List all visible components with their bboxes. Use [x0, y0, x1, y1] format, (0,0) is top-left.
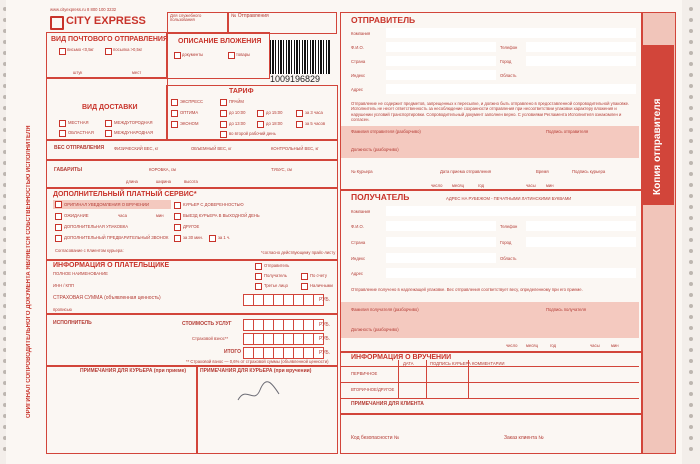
in30-label: за 30 мин.	[183, 235, 203, 240]
receiver-year-label: год	[550, 343, 557, 348]
receiver-country-label: Страна	[351, 240, 366, 245]
3h-label: за 3 часа	[305, 110, 323, 115]
international-checkbox[interactable]	[105, 130, 112, 137]
dims-box	[46, 159, 338, 189]
5h-checkbox[interactable]	[296, 121, 303, 128]
payer-title: ИНФОРМАЦИЯ О ПЛАТЕЛЬЩИКЕ	[53, 262, 170, 269]
proxy-label: КУРЬЕР С ДОВЕРЕННОСТЬЮ	[183, 202, 244, 207]
perforation-hole	[689, 128, 693, 132]
perforation-hole	[689, 359, 693, 363]
tariff-title: ТАРИФ	[229, 88, 254, 95]
sender-hour-label: часы	[526, 183, 536, 188]
sender-country-label: Страна	[351, 59, 366, 64]
perforation-hole	[689, 260, 693, 264]
goods-label: товары	[236, 52, 251, 57]
sender-minute-label: мин	[546, 183, 554, 188]
insurance-fee-cells[interactable]	[243, 333, 323, 345]
packing-checkbox[interactable]	[55, 224, 62, 231]
cost-cells[interactable]	[243, 319, 323, 331]
client-agree-label: Согласование с Клиентом курьера:	[55, 248, 124, 253]
box-dims-label: КОРОБКА, см	[149, 167, 176, 172]
perforation-hole	[689, 205, 693, 209]
height-label: высота	[184, 179, 198, 184]
perforation-hole	[689, 183, 693, 187]
perforation-hole	[689, 29, 693, 33]
control-weight-label: КОНТРОЛЬНЫЙ ВЕС, кг	[271, 146, 319, 151]
insurance-footnote: ** Страховой взнос — 0,6% от страховой суммы (объявленной ценности)	[186, 359, 329, 364]
to1300-label: до 13:00	[229, 121, 246, 126]
perforation-hole	[689, 194, 693, 198]
5h-label: за 5 часов	[305, 121, 326, 126]
receiver-month-label: месяц	[526, 343, 538, 348]
receiver-address-field[interactable]	[386, 268, 636, 278]
dims-label: ГАБАРИТЫ	[54, 167, 83, 173]
prime-checkbox[interactable]	[220, 99, 227, 106]
pre-call-label: ДОПОЛНИТЕЛЬНЫЙ ПРЕДВАРИТЕЛЬНЫЙ ЗВОНОК	[64, 235, 169, 240]
shipment-number-label: № Отправления	[231, 13, 269, 19]
receiver-index-field[interactable]	[386, 253, 496, 263]
perforation-hole	[689, 51, 693, 55]
total-currency: РУБ.	[319, 350, 331, 356]
intercity-label: МЕЖДУГОРОДНАЯ	[114, 120, 153, 125]
perforation-hole	[689, 117, 693, 121]
letter-checkbox[interactable]	[59, 48, 66, 55]
perforation-hole	[689, 216, 693, 220]
perforation-hole	[689, 425, 693, 429]
other-checkbox[interactable]	[174, 224, 181, 231]
content-title: ОПИСАНИЕ ВЛОЖЕНИЯ	[178, 38, 262, 45]
insured-sum-currency: РУБ.	[319, 297, 331, 303]
to1000-checkbox[interactable]	[220, 110, 227, 117]
sender-position-label: Должность (разборчиво)	[351, 147, 399, 152]
receiver-day-label: число	[506, 343, 518, 348]
perforation-hole	[689, 348, 693, 352]
receiver-legal-text: Отправление получено в надлежащей упаковке. Вес отправления соответствует весу, определенному при его приеме.	[351, 287, 583, 292]
cash-checkbox[interactable]	[301, 283, 308, 290]
in1-checkbox[interactable]	[209, 235, 216, 242]
receiver-surname-label: Фамилия получателя (разборчиво)	[351, 307, 419, 312]
to1300-checkbox[interactable]	[220, 121, 227, 128]
volume-weight-label: ОБЪЕМНЫЙ ВЕС, кг	[191, 146, 232, 151]
sender-address-label: Адрес	[351, 87, 363, 92]
receiver-title: ПОЛУЧАТЕЛЬ	[351, 192, 410, 202]
copy-strip-title: Копия отправителя	[652, 98, 663, 195]
payer-full-name-label: ПОЛНОЕ НАИМЕНОВАНИЕ	[53, 271, 108, 276]
sender-region-label: Область	[500, 73, 517, 78]
weight-label: ВЕС ОТПРАВЛЕНИЯ	[54, 145, 105, 151]
cost-currency: РУБ.	[319, 322, 331, 328]
economy-checkbox[interactable]	[171, 121, 178, 128]
original-notice-label: ОРИГИНАЛ УВЕДОМЛЕНИЯ О ВРУЧЕНИИ	[64, 202, 149, 207]
perforation-hole	[689, 84, 693, 88]
sender-surname-label: Фамилия отправителя (разборчиво)	[351, 129, 421, 134]
places-label: мест	[132, 70, 142, 75]
other-label: ДРУГОЕ	[183, 224, 200, 229]
sender-year-label: год	[478, 183, 485, 188]
perforation-hole	[689, 18, 693, 22]
insurance-fee-currency: РУБ.	[319, 336, 331, 342]
brand-name: CITY EXPRESS	[66, 15, 146, 27]
client-notes-label: ПРИМЕЧАНИЯ ДЛЯ КЛИЕНТА	[351, 401, 424, 407]
payer-third-label: Третье лицо	[264, 283, 288, 288]
3h-checkbox[interactable]	[296, 110, 303, 117]
receiver-country-field[interactable]	[386, 237, 496, 247]
express-label: ЭКСПРЕСС	[180, 99, 204, 104]
perforation-hole	[689, 95, 693, 99]
delivery-info-row-second: ВТОРИЧНОЕ/ДРУГОЕ	[351, 387, 395, 392]
receiver-fio-label: Ф.И.О.	[351, 224, 364, 229]
sender-company-label: Компания	[351, 31, 371, 36]
economy-label: ЭКОНОМ	[180, 121, 199, 126]
goods-checkbox[interactable]	[228, 52, 235, 59]
by-account-label: По счету	[310, 273, 327, 278]
intercity-checkbox[interactable]	[105, 120, 112, 127]
receiver-hint: АДРЕС НА РУБЕЖОМ - ПЕЧАТНЫМИ ЛАТИНСКИМИ БУКВАМИ	[446, 196, 572, 201]
cost-label: СТОИМОСТЬ УСЛУГ	[182, 321, 232, 327]
mailing-type-title: ВИД ПОЧТОВОГО ОТПРАВЛЕНИЯ	[51, 36, 168, 43]
receiver-position-label: Должность (разборчиво)	[351, 327, 399, 332]
pickup-date-label: Дата приема отправления	[440, 169, 491, 174]
optima-label: ОПТИМА	[180, 110, 199, 115]
pre-call-checkbox[interactable]	[55, 235, 62, 242]
perforation-hole	[689, 392, 693, 396]
delivery-info-row-line	[341, 382, 639, 383]
sender-day-label: число	[431, 183, 443, 188]
insured-sum-label: СТРАХОВАЯ СУММА (объявленная ценность)	[53, 295, 161, 301]
perforation-hole	[689, 172, 693, 176]
sender-city-field[interactable]	[526, 56, 636, 66]
sender-city-label: Город	[500, 59, 512, 64]
insured-sum-words-label: прописью	[53, 307, 72, 312]
sender-phone-label: Телефон	[500, 45, 518, 50]
receiver-signature-label: Подпись получателя	[546, 307, 586, 312]
receiver-city-field[interactable]	[526, 237, 636, 247]
proxy-checkbox[interactable]	[174, 202, 181, 209]
documents-label: документы	[182, 52, 204, 57]
perforation-hole	[689, 227, 693, 231]
waiting-checkbox[interactable]	[55, 213, 62, 220]
sender-company-field[interactable]	[386, 28, 636, 38]
perforation-hole	[689, 106, 693, 110]
sender-fio-field[interactable]	[386, 42, 496, 52]
left-vertical-caption: ОРИГИНАЛ СОПРОВОДИТЕЛЬНОГО ДОКУМЕНТА ЯВЛЯЕТСЯ СОБСТВЕННОСТЬЮ ИСПОЛНИТЕЛЯ	[26, 125, 32, 418]
optima-checkbox[interactable]	[171, 110, 178, 117]
pickup-time-label: Время	[536, 169, 549, 174]
perforation-hole	[689, 249, 693, 253]
receiver-company-field[interactable]	[386, 206, 636, 216]
sender-title: ОТПРАВИТЕЛЬ	[351, 15, 416, 25]
total-cells[interactable]	[243, 347, 323, 359]
tube-dims-label: ТУБУС, см	[271, 167, 292, 172]
service-office-label: Для служебного пользования	[170, 13, 202, 23]
perforation-hole	[689, 315, 693, 319]
to1000-label: до 10:00	[229, 110, 246, 115]
receiver-address-label: Адрес	[351, 271, 363, 276]
receiver-index-label: Индекс	[351, 256, 366, 261]
payer-receiver-checkbox[interactable]	[255, 273, 262, 280]
parcel-label: посылка >0,5кг	[113, 47, 143, 52]
original-notice-checkbox[interactable]	[55, 201, 62, 208]
by-account-checkbox[interactable]	[301, 273, 308, 280]
footer-box	[340, 413, 642, 454]
insurance-fee-label: Страховой взнос**	[192, 336, 229, 341]
insured-sum-cells[interactable]	[243, 294, 323, 306]
delivery-info-vline-1	[398, 360, 399, 398]
perforation-hole	[689, 326, 693, 330]
perforation-hole	[689, 381, 693, 385]
courier-signature-scribble	[236, 380, 281, 405]
notes-delivery-box	[196, 365, 338, 454]
perforation-hole	[689, 337, 693, 341]
waiting-hours: часа	[118, 213, 127, 218]
local-checkbox[interactable]	[59, 120, 66, 127]
receiver-phone-field[interactable]	[526, 221, 636, 231]
delivery-info-title: ИНФОРМАЦИЯ О ВРУЧЕНИИ	[351, 354, 452, 361]
documents-checkbox[interactable]	[174, 52, 181, 59]
perforation-hole	[689, 73, 693, 77]
brand-logo	[50, 16, 64, 30]
total-label: ИТОГО	[224, 349, 242, 355]
length-label: длина	[126, 179, 138, 184]
barcode	[270, 40, 330, 74]
physical-weight-label: ФИЗИЧЕСКИЙ ВЕС, кг	[114, 146, 159, 151]
order-no-label: Заказ клиента №	[504, 435, 544, 441]
executor-label: ИСПОЛНИТЕЛЬ	[53, 320, 92, 326]
perforation-hole	[689, 304, 693, 308]
perforation-hole	[689, 403, 693, 407]
receiver-hour-label: часы	[590, 343, 600, 348]
to1500-label: до 15:00	[266, 110, 283, 115]
perforation-hole	[689, 447, 693, 451]
delivery-info-vline-3	[468, 360, 469, 398]
perforation-hole	[689, 282, 693, 286]
international-label: МЕЖДУНАРОДНАЯ	[114, 130, 154, 135]
regional-checkbox[interactable]	[59, 130, 66, 137]
cash-label: Наличными	[310, 283, 333, 288]
parcel-checkbox[interactable]	[105, 48, 112, 55]
prime-label: ПРАЙМ	[229, 99, 244, 104]
security-code-label: Код безопасности №	[351, 435, 400, 441]
barcode-number: 1009196829	[270, 74, 321, 84]
payer-third-checkbox[interactable]	[255, 283, 262, 290]
sender-legal-text: Отправление не содержит предметов, запрещенных к пересылке, и должно быть отправлено в предоставленной сопроводительной упаковке. Исполнитель не несет ответственность за несоблюдение сохранности отправления при несоответствии упаковки характеру вложения и нарушении условий транспортировки. Сопроводительный документ заполнен верно. С условиями Регламента Исполнителя ознакомлен и согласен.	[351, 101, 630, 122]
perforation-hole	[689, 271, 693, 275]
sender-fio-label: Ф.И.О.	[351, 45, 364, 50]
delivery-info-vline-2	[426, 360, 427, 398]
perforation-hole	[689, 7, 693, 11]
delivery-info-col-date: ДАТА	[403, 361, 414, 366]
perforation-hole	[689, 414, 693, 418]
receiver-minute-label: мин	[611, 343, 619, 348]
perforation-hole	[689, 40, 693, 44]
sender-signature-label: Подпись отправителя	[546, 129, 589, 134]
delivery-type-title: ВИД ДОСТАВКИ	[82, 104, 138, 111]
perforation-hole	[689, 62, 693, 66]
delivery-info-col-comments: КОММЕНТАРИИ	[472, 361, 505, 366]
second-day-label: во второй рабочий день	[229, 131, 276, 136]
perforation-right	[686, 0, 696, 464]
payer-inn-label: ИНН / КПП	[53, 283, 75, 288]
perforation-hole	[689, 436, 693, 440]
perforation-hole	[689, 370, 693, 374]
waybill-sheet	[6, 0, 682, 464]
courier-no-label: № Курьера	[351, 169, 373, 174]
in30-checkbox[interactable]	[174, 235, 181, 242]
regional-label: ОБЛАСТНАЯ	[68, 130, 94, 135]
payer-sender-label: Отправитель	[264, 263, 290, 268]
perforation-hole	[689, 139, 693, 143]
notes-delivery-label: ПРИМЕЧАНИЯ ДЛЯ КУРЬЕРА (при вручении)	[200, 368, 312, 374]
pieces-label: штук	[73, 70, 83, 75]
perforation-hole	[689, 293, 693, 297]
receiver-company-label: Компания	[351, 209, 371, 214]
sender-phone-field[interactable]	[526, 42, 636, 52]
packing-label: ДОПОЛНИТЕЛЬНАЯ УПАКОВКА	[64, 224, 129, 229]
sender-address-field[interactable]	[386, 84, 636, 94]
second-day-checkbox[interactable]	[220, 131, 227, 138]
receiver-phone-label: Телефон	[500, 224, 518, 229]
to1500-checkbox[interactable]	[257, 110, 264, 117]
perforation-hole	[689, 150, 693, 154]
width-label: ширина	[156, 179, 172, 184]
waiting-label: ОЖИДАНИЕ	[64, 213, 89, 218]
delivery-info-row-first: ПЕРВИЧНОЕ	[351, 371, 378, 376]
receiver-region-label: Область	[500, 256, 517, 261]
payer-sender-checkbox[interactable]	[255, 263, 262, 270]
extra-service-title: ДОПОЛНИТЕЛЬНЫЙ ПЛАТНЫЙ СЕРВИС*	[53, 191, 197, 198]
perforation-hole	[689, 238, 693, 242]
local-label: МЕСТНАЯ	[68, 120, 89, 125]
notes-reception-box	[46, 365, 198, 454]
delivery-info-col-signature: ПОДПИСЬ КУРЬЕРА	[430, 361, 471, 366]
sender-index-label: Индекс	[351, 73, 366, 78]
waiting-min: мин	[156, 213, 164, 218]
sender-index-field[interactable]	[386, 70, 496, 80]
delivery-info-bottom-line	[341, 398, 639, 399]
letter-label: письмо <0,5кг	[67, 47, 94, 52]
sender-country-field[interactable]	[386, 56, 496, 66]
express-checkbox[interactable]	[171, 99, 178, 106]
header-site: www.cityexpress.ru 8 800 100 3232	[50, 7, 117, 12]
perforation-hole	[689, 161, 693, 165]
receiver-city-label: Город	[500, 240, 512, 245]
to1800-label: до 18:00	[266, 121, 283, 126]
extra-footnote: *согласно действующему прайс-листу	[261, 250, 336, 255]
sender-month-label: месяц	[452, 183, 464, 188]
weekend-label: ВЫЕЗД КУРЬЕРА В ВЫХОДНОЙ ДЕНЬ	[183, 213, 260, 218]
courier-sign-label: Подпись курьера	[572, 169, 606, 174]
receiver-fio-field[interactable]	[386, 221, 496, 231]
in1-label: за 1 ч.	[218, 235, 231, 240]
notes-reception-label: ПРИМЕЧАНИЯ ДЛЯ КУРЬЕРА (при приеме)	[80, 368, 187, 374]
to1800-checkbox[interactable]	[257, 121, 264, 128]
weekend-checkbox[interactable]	[174, 213, 181, 220]
payer-receiver-label: Получатель	[264, 273, 287, 278]
